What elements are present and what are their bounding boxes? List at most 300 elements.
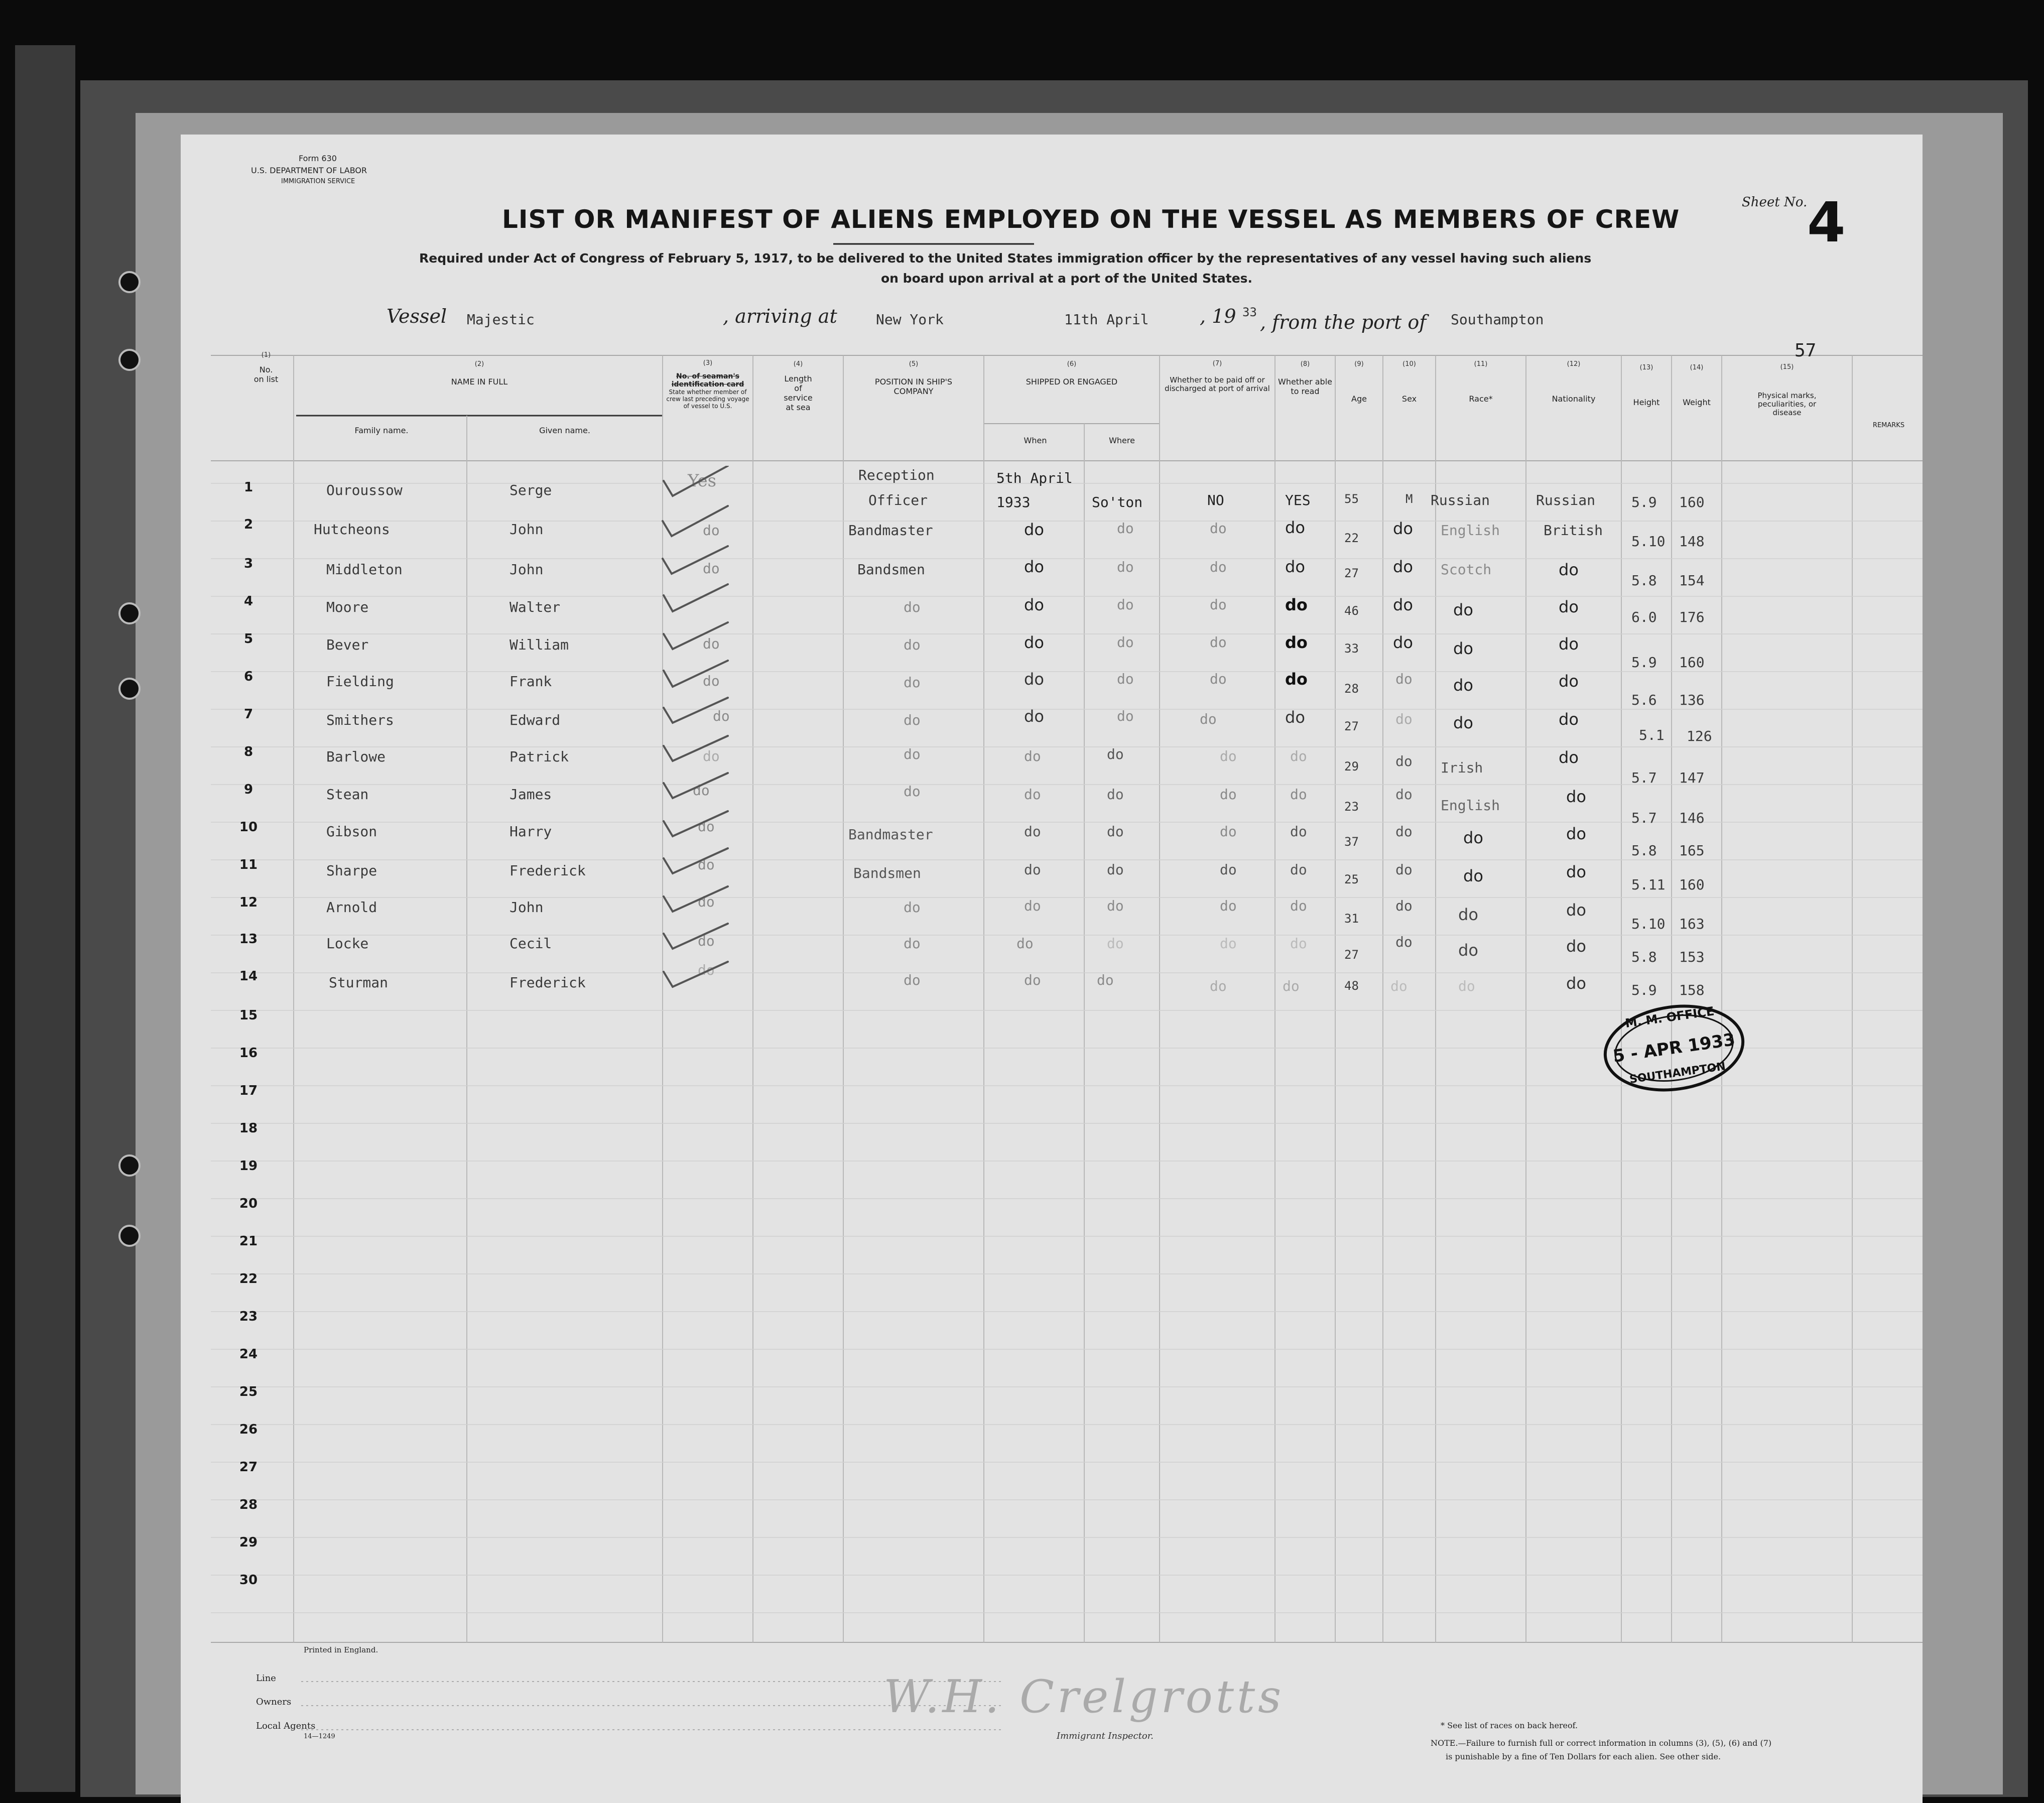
weight: 147	[1679, 769, 1705, 786]
shipped-where: do	[1107, 861, 1124, 878]
column-number: (7)	[1212, 360, 1222, 367]
printed-in: Printed in England.	[304, 1645, 378, 1654]
given-name: Serge	[509, 482, 552, 498]
race: do	[1453, 713, 1473, 732]
paid-off: do	[1220, 823, 1237, 840]
binder-hole	[118, 602, 141, 624]
column-number: (11)	[1474, 360, 1488, 368]
column-label: Race*	[1469, 394, 1493, 404]
column-card	[665, 359, 750, 410]
shipped-when: do	[1024, 861, 1041, 878]
arrival-year: 33	[1242, 305, 1257, 319]
arriving-label: , arriving at	[723, 305, 837, 327]
family-name: Locke	[326, 935, 369, 952]
able-to-read: YES	[1285, 492, 1311, 508]
age: 48	[1344, 979, 1359, 993]
shipped-when: 5th April	[996, 470, 1073, 486]
nationality: British	[1544, 522, 1603, 539]
row-number: 21	[239, 1234, 258, 1249]
shipped-when: do	[1024, 557, 1044, 576]
race: Scotch	[1441, 561, 1492, 578]
card-status: Yes	[688, 471, 717, 491]
shipped-when: do	[1024, 823, 1041, 840]
height: 5.1	[1639, 727, 1665, 743]
column-number: (14)	[1690, 364, 1704, 371]
nationality: do	[1559, 597, 1579, 616]
height: 6.0	[1631, 609, 1657, 625]
binder-hole	[118, 1225, 141, 1247]
column-number: (12)	[1567, 360, 1581, 368]
age: 37	[1344, 835, 1359, 849]
weight: 165	[1679, 842, 1705, 859]
sex: do	[1390, 978, 1408, 994]
sex: do	[1395, 753, 1413, 769]
position: do	[904, 972, 921, 988]
shipped-where: do	[1107, 897, 1124, 914]
row-number: 8	[243, 744, 253, 759]
row-number: 25	[239, 1384, 258, 1399]
able-to-read: do	[1285, 595, 1308, 614]
nationality: do	[1566, 787, 1586, 806]
race: Russian	[1431, 492, 1490, 508]
paid-off: do	[1220, 786, 1237, 803]
given-name: Frederick	[509, 974, 586, 991]
nationality: do	[1559, 748, 1579, 767]
shipped-when: do	[1024, 972, 1041, 988]
column-where: Where	[1109, 436, 1135, 445]
family-name: Smithers	[326, 712, 394, 728]
column-remarks: REMARKS	[1872, 422, 1905, 429]
shipped-where: do	[1107, 786, 1124, 803]
family-name: Middleton	[326, 561, 403, 578]
race: do	[1458, 941, 1478, 960]
column-number: (2)	[474, 360, 484, 368]
shipped-where: do	[1117, 671, 1134, 687]
paid-off: NO	[1207, 492, 1224, 508]
column-when: When	[1024, 436, 1047, 445]
able-to-read: do	[1285, 557, 1305, 576]
height: 5.9	[1631, 654, 1657, 671]
row-number: 1	[243, 480, 253, 495]
vessel-name: Majestic	[467, 311, 535, 328]
column-nationality	[1526, 359, 1621, 404]
shipped-where: do	[1117, 634, 1134, 651]
paid-off: do	[1210, 634, 1227, 651]
column-shipped	[986, 359, 1157, 387]
sheet-number: 4	[1807, 190, 1846, 254]
column-position	[846, 359, 981, 396]
given-name: Patrick	[509, 748, 569, 765]
weight: 160	[1679, 876, 1705, 893]
weight: 176	[1679, 609, 1705, 625]
row-number: 18	[239, 1121, 258, 1136]
row-number: 27	[239, 1460, 258, 1475]
department-label: U.S. DEPARTMENT OF LABOR	[251, 166, 367, 175]
weight: 136	[1679, 692, 1705, 708]
age: 28	[1344, 682, 1359, 696]
column-label: Whether able to read	[1278, 377, 1332, 396]
row-number: 30	[239, 1573, 258, 1588]
page-count: 57	[1795, 340, 1817, 361]
able-to-read: do	[1290, 897, 1307, 914]
row-number: 10	[239, 820, 258, 835]
row-number: 7	[243, 707, 253, 722]
column-label: No. of seaman's identification card	[671, 372, 744, 389]
race: Irish	[1441, 759, 1483, 776]
paid-off: do	[1210, 559, 1227, 575]
column-number: (15)	[1780, 363, 1794, 371]
binder-strip	[15, 45, 75, 1792]
row-number: 9	[243, 782, 253, 797]
service-label: IMMIGRATION SERVICE	[281, 178, 355, 185]
card-status: do	[698, 818, 715, 835]
able-to-read: do	[1285, 518, 1305, 537]
column-read	[1278, 359, 1333, 396]
position: do	[904, 712, 921, 728]
sex: do	[1395, 897, 1413, 914]
column-family-name: Family name.	[354, 426, 409, 435]
column-given-name: Given name.	[539, 426, 590, 435]
race: do	[1453, 676, 1473, 695]
race: do	[1458, 905, 1478, 924]
race: English	[1441, 797, 1500, 814]
nationality: do	[1559, 710, 1579, 729]
family-name: Ouroussow	[326, 482, 403, 498]
column-number: (4)	[793, 360, 803, 368]
height: 5.9	[1631, 982, 1657, 998]
shipped-when: do	[1016, 935, 1034, 952]
shipped-when: do	[1024, 670, 1044, 689]
stamp-top: M. M. OFFICE	[1624, 1004, 1715, 1031]
card-status: do	[703, 748, 720, 764]
position: Bandmaster	[848, 826, 933, 843]
column-label: NAME IN FULL	[451, 377, 508, 387]
fine-note-2: is punishable by a fine of Ten Dollars for each alien. See other side.	[1446, 1752, 1721, 1761]
given-name: Frank	[509, 673, 552, 690]
check-marks	[653, 466, 753, 1018]
age: 33	[1344, 641, 1359, 656]
vessel-label: Vessel	[387, 305, 447, 327]
age: 55	[1344, 492, 1359, 506]
sex: do	[1395, 861, 1413, 878]
position: Bandsmen	[857, 561, 925, 578]
sex: do	[1395, 786, 1413, 803]
column-no	[241, 350, 291, 384]
given-name: Cecil	[509, 935, 552, 952]
shipped-when: do	[1024, 786, 1041, 803]
paid-off: do	[1210, 596, 1227, 613]
weight: 146	[1679, 810, 1705, 826]
row-number: 12	[239, 895, 258, 910]
nationality: do	[1559, 672, 1579, 691]
column-race	[1436, 359, 1526, 404]
shipped-when: do	[1024, 595, 1044, 614]
row-number: 14	[239, 969, 258, 984]
column-label: Length of service at sea	[784, 374, 813, 412]
column-number: (5)	[909, 360, 919, 368]
row-number: 19	[239, 1158, 258, 1174]
family-name: Moore	[326, 599, 369, 615]
height: 5.8	[1631, 949, 1657, 965]
shipped-when: do	[1024, 707, 1044, 726]
family-name: Fielding	[326, 673, 394, 690]
age: 23	[1344, 800, 1359, 814]
paid-off: do	[1220, 861, 1237, 878]
nationality: do	[1566, 824, 1586, 843]
race: do	[1453, 600, 1473, 619]
weight: 160	[1679, 494, 1705, 510]
column-physical-marks	[1724, 363, 1850, 417]
column-label: Weight	[1683, 398, 1711, 407]
sex: do	[1395, 671, 1413, 687]
able-to-read: do	[1290, 748, 1307, 764]
age: 27	[1344, 566, 1359, 580]
column-number: (9)	[1354, 360, 1364, 368]
given-name: Harry	[509, 823, 552, 840]
column-number: (1)	[261, 351, 271, 359]
sex: do	[1393, 595, 1413, 614]
column-number: (10)	[1402, 360, 1416, 368]
shipped-when-year: 1933	[996, 494, 1031, 510]
agents-label: Local Agents	[256, 1721, 316, 1731]
row-number: 22	[239, 1271, 258, 1286]
row-number: 23	[239, 1309, 258, 1324]
race: do	[1458, 978, 1475, 994]
height: 5.10	[1631, 533, 1666, 550]
row-number: 15	[239, 1008, 258, 1023]
nationality: Russian	[1536, 492, 1596, 508]
position: do	[904, 636, 921, 653]
family-name: Sturman	[329, 974, 389, 991]
column-weight	[1672, 363, 1722, 407]
height: 5.8	[1631, 572, 1657, 589]
paid-off: do	[1220, 935, 1237, 952]
column-label: Nationality	[1552, 394, 1596, 404]
nationality: do	[1566, 974, 1586, 993]
race: do	[1453, 639, 1473, 658]
shipped-where: So'ton	[1092, 494, 1143, 510]
column-label: State whether member of crew last preceding voyage of vessel to U.S.	[666, 389, 749, 410]
able-to-read: do	[1285, 708, 1305, 727]
title-underline	[833, 242, 1034, 245]
column-height	[1621, 363, 1672, 407]
height: 5.6	[1631, 692, 1657, 708]
shipped-where: do	[1117, 520, 1134, 537]
column-number: (6)	[1067, 360, 1077, 368]
nationality: do	[1559, 634, 1579, 654]
shipped-where: do	[1097, 972, 1114, 988]
age: 27	[1344, 719, 1359, 733]
fine-note-1: NOTE.—Failure to furnish full or correct information in columns (3), (5), (6) and (7)	[1431, 1738, 1772, 1748]
shipped-where: do	[1117, 559, 1134, 575]
arrival-port: New York	[876, 311, 944, 328]
given-name: John	[509, 521, 544, 538]
row-number: 17	[239, 1083, 258, 1098]
position: do	[904, 783, 921, 800]
height: 5.8	[1631, 842, 1657, 859]
family-name: Arnold	[326, 899, 377, 916]
able-to-read: do	[1285, 633, 1308, 652]
year-prefix: , 19	[1200, 305, 1236, 327]
position-cont: Officer	[868, 492, 928, 508]
age: 22	[1344, 531, 1359, 545]
column-label: Height	[1633, 398, 1660, 407]
nationality: do	[1566, 900, 1586, 920]
column-number: (13)	[1639, 364, 1653, 371]
row-number: 26	[239, 1422, 258, 1437]
position: do	[904, 674, 921, 691]
able-to-read: do	[1283, 978, 1300, 994]
row-number: 6	[243, 669, 253, 684]
paid-off: do	[1210, 671, 1227, 687]
position: Reception	[858, 467, 935, 483]
able-to-read: do	[1285, 670, 1308, 689]
stamp-date: 5 - APR 1933	[1611, 1029, 1737, 1067]
weight: 154	[1679, 572, 1705, 589]
age: 29	[1344, 759, 1359, 774]
form-code: 14—1249	[304, 1733, 335, 1740]
row-number: 11	[239, 857, 258, 872]
row-number: 28	[239, 1497, 258, 1512]
column-label: Sex	[1401, 394, 1417, 404]
column-label: POSITION IN SHIP'S COMPANY	[874, 377, 953, 396]
inspector-signature: W.H. Crelgrotts	[883, 1670, 1285, 1723]
column-age	[1335, 359, 1383, 404]
card-status: do	[698, 856, 715, 873]
subtitle-line1: Required under Act of Congress of February 5, 1917, to be delivered to the United States immigration officer by the representatives of any vessel having such aliens	[419, 251, 1592, 266]
family-name: Gibson	[326, 823, 377, 840]
family-name: Hutcheons	[314, 521, 390, 538]
card-status: do	[703, 635, 720, 652]
paid-off: do	[1210, 978, 1227, 994]
given-name: John	[509, 561, 544, 578]
able-to-read: do	[1290, 786, 1307, 803]
column-name	[296, 359, 663, 387]
age: 27	[1344, 948, 1359, 962]
nationality: do	[1566, 937, 1586, 956]
weight: 153	[1679, 949, 1705, 965]
weight: 163	[1679, 916, 1705, 932]
row-number: 4	[243, 594, 253, 609]
given-name: Frederick	[509, 862, 586, 879]
weight: 126	[1687, 728, 1712, 744]
row-number: 24	[239, 1347, 258, 1362]
given-name: John	[509, 899, 544, 916]
position: do	[904, 899, 921, 916]
from-port-label: , from the port of	[1260, 311, 1427, 333]
position: Bandmaster	[848, 522, 933, 539]
position: Bandsmen	[853, 865, 921, 881]
nationality: do	[1559, 560, 1579, 579]
age: 25	[1344, 872, 1359, 886]
weight: 160	[1679, 654, 1705, 671]
family-name: Sharpe	[326, 862, 377, 879]
stamp-bottom: SOUTHAMPTON	[1628, 1060, 1727, 1086]
position: do	[904, 746, 921, 762]
height: 5.9	[1631, 494, 1657, 510]
line-label: Line	[256, 1673, 276, 1684]
family-name: Bever	[326, 636, 369, 653]
column-sex	[1383, 359, 1436, 404]
owners-label: Owners	[256, 1697, 292, 1707]
shipped-where: do	[1107, 823, 1124, 840]
column-paid-off	[1162, 359, 1272, 393]
card-status: do	[693, 782, 710, 799]
sex: do	[1395, 823, 1413, 840]
row-number: 5	[243, 631, 253, 647]
able-to-read: do	[1290, 823, 1307, 840]
height: 5.7	[1631, 810, 1657, 826]
sex: do	[1395, 934, 1413, 950]
paid-off: do	[1200, 711, 1217, 727]
binder-hole	[118, 349, 141, 371]
able-to-read: do	[1290, 935, 1307, 952]
paid-off: do	[1220, 748, 1237, 764]
sex: do	[1393, 633, 1413, 652]
race: do	[1463, 866, 1483, 885]
height: 5.11	[1631, 876, 1666, 893]
height: 5.7	[1631, 769, 1657, 786]
row-number: 16	[239, 1046, 258, 1061]
height: 5.10	[1631, 916, 1666, 932]
card-status: do	[713, 708, 730, 724]
shipped-when: do	[1024, 520, 1044, 539]
age: 46	[1344, 604, 1359, 618]
given-name: Edward	[509, 712, 561, 728]
shipped-where: do	[1107, 746, 1124, 762]
row-number: 20	[239, 1196, 258, 1211]
race: do	[1463, 828, 1483, 847]
nationality: do	[1566, 862, 1586, 881]
shipped-when: do	[1024, 897, 1041, 914]
family-name: Barlowe	[326, 748, 386, 765]
column-service	[755, 359, 841, 412]
position: do	[904, 935, 921, 952]
shipped-where: do	[1107, 935, 1124, 952]
row-number: 29	[239, 1535, 258, 1550]
race: English	[1441, 522, 1500, 539]
position: do	[904, 599, 921, 615]
binder-hole	[118, 1154, 141, 1177]
sex: do	[1393, 519, 1413, 538]
age: 31	[1344, 912, 1359, 926]
sex: M	[1406, 492, 1413, 506]
arrival-date: 11th April	[1064, 311, 1149, 328]
card-status: do	[698, 933, 715, 949]
given-name: William	[509, 636, 569, 653]
shipped-where: do	[1117, 708, 1134, 724]
sex: do	[1393, 557, 1413, 576]
shipped-when: do	[1024, 633, 1044, 652]
sheet-label: Sheet No.	[1742, 195, 1808, 210]
paid-off: do	[1220, 897, 1237, 914]
manifest-title: LIST OR MANIFEST OF ALIENS EMPLOYED ON THE VESSEL AS MEMBERS OF CREW	[502, 205, 1680, 234]
manifest-page	[181, 135, 1923, 1803]
column-number: (8)	[1300, 360, 1310, 368]
row-number: 13	[239, 932, 258, 947]
column-label: No. on list	[253, 365, 279, 384]
column-number: (3)	[703, 359, 713, 367]
card-status: do	[698, 962, 715, 978]
card-status: do	[698, 893, 715, 910]
inspector-label: Immigrant Inspector.	[1057, 1731, 1154, 1741]
shipped-where: do	[1117, 596, 1134, 613]
weight: 148	[1679, 533, 1705, 550]
column-label: Whether to be paid off or discharged at port of arrival	[1165, 375, 1270, 393]
subtitle-line2: on board upon arrival at a port of the United States.	[881, 271, 1253, 286]
family-name: Stean	[326, 786, 369, 803]
binder-hole	[118, 678, 141, 700]
